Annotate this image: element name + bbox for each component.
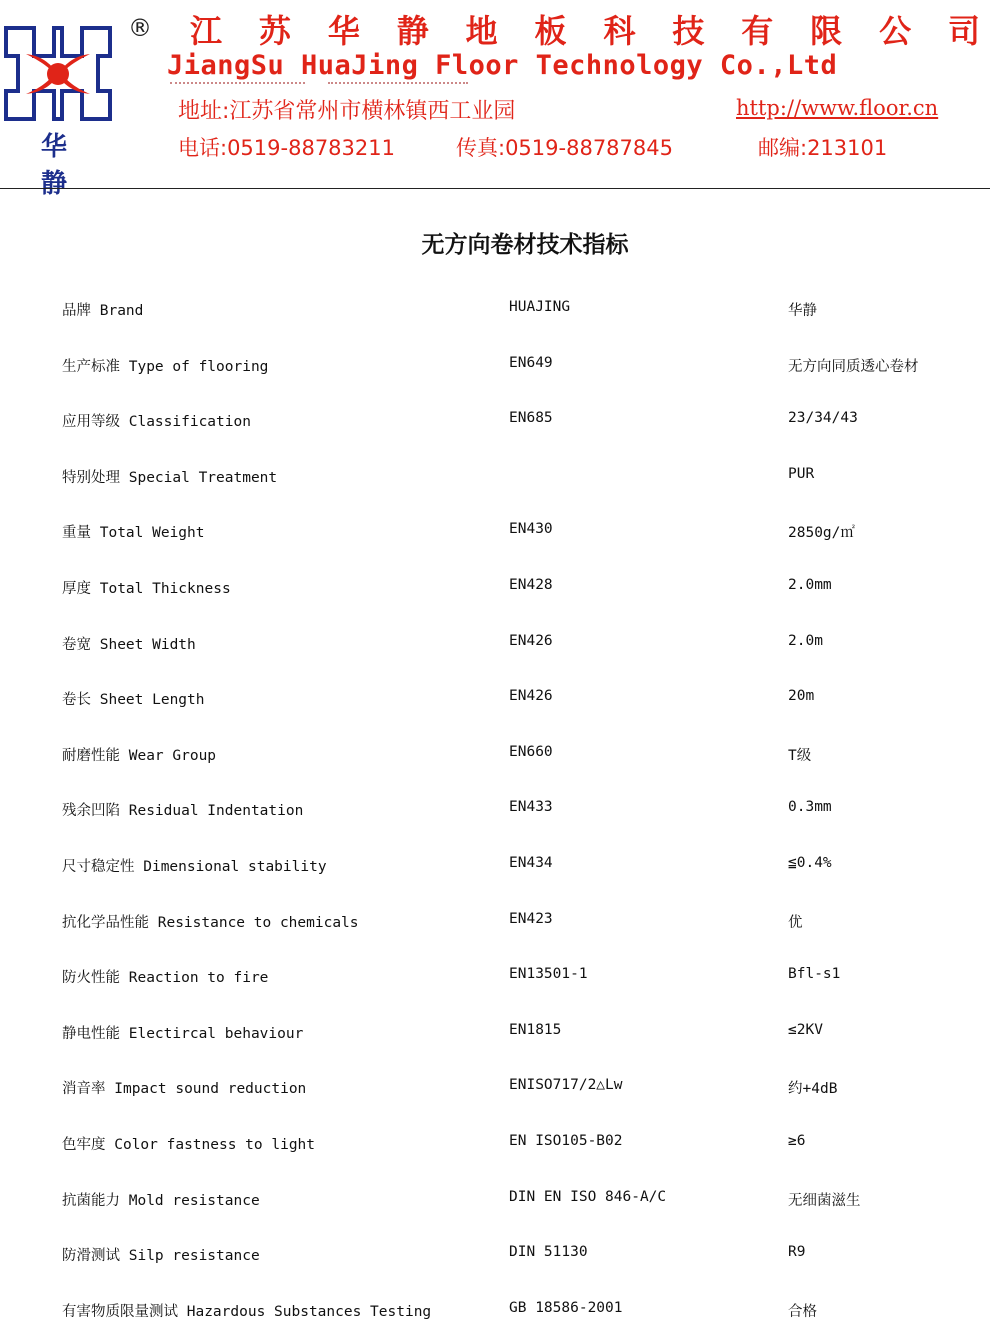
spec-row (0, 669, 990, 725)
spec-standard: EN433 (509, 799, 553, 816)
spec-standard: EN434 (509, 854, 553, 871)
spec-row (0, 614, 990, 670)
logo-wordmark: 华静 (40, 132, 89, 199)
spec-row (0, 391, 990, 447)
dotted-underline (170, 82, 305, 84)
spec-row (0, 947, 990, 1003)
spec-value: 2.0m (788, 632, 823, 649)
spec-label: 卷长 Sheet Length (62, 692, 205, 709)
spec-table (0, 280, 990, 1336)
spec-label: 静电性能 Electircal behaviour (62, 1025, 304, 1042)
spec-standard: EN ISO105-B02 (509, 1132, 623, 1149)
spec-standard: DIN EN ISO 846-A/C (509, 1188, 667, 1205)
spec-row (0, 1003, 990, 1059)
spec-value: 2.0mm (788, 576, 832, 593)
company-name-char: 江 (190, 12, 223, 50)
spec-value: T级 (788, 747, 812, 764)
company-name-char: 苏 (258, 12, 291, 50)
company-name-english: JiangSu HuaJing Floor Technology Co.,Ltd (167, 50, 838, 81)
spec-row (0, 502, 990, 558)
spec-row (0, 336, 990, 392)
spec-value: 无方向同质透心卷材 (788, 358, 919, 375)
spec-standard: EN685 (509, 410, 553, 427)
spec-row (0, 558, 990, 614)
document-title: 无方向卷材技术指标 (421, 232, 629, 258)
spec-standard: EN430 (509, 521, 553, 538)
spec-row (0, 447, 990, 503)
company-address: 地址:江苏省常州市横林镇西工业园 (178, 99, 516, 124)
spec-value: 华静 (788, 303, 817, 319)
company-name-char: 静 (396, 12, 429, 50)
spec-row (0, 1114, 990, 1170)
spec-value: 优 (788, 914, 803, 931)
company-name-char: 技 (672, 12, 705, 50)
spec-label: 特别处理 Special Treatment (62, 469, 278, 486)
spec-standard: EN1815 (509, 1021, 562, 1038)
company-name-char: 科 (603, 12, 636, 50)
company-name-char: 地 (465, 12, 498, 50)
spec-label: 防滑测试 Silp resistance (62, 1248, 260, 1265)
letterhead (0, 0, 990, 199)
spec-standard: EN423 (509, 910, 553, 927)
spec-row (0, 280, 990, 336)
spec-value: ≥6 (788, 1132, 806, 1149)
company-name-char: 有 (741, 12, 774, 50)
spec-standard: EN428 (509, 576, 553, 593)
spec-value: ≤2KV (788, 1021, 823, 1038)
spec-standard: EN426 (509, 632, 553, 649)
spec-value: 23/34/43 (788, 410, 858, 427)
spec-row (0, 1281, 990, 1336)
spec-row (0, 1058, 990, 1114)
registered-mark: ® (128, 14, 152, 42)
spec-standard: DIN 51130 (509, 1244, 588, 1261)
spec-label: 耐磨性能 Wear Group (62, 747, 217, 764)
spec-row (0, 892, 990, 948)
company-phone: 电话:0519-88783211 (178, 136, 395, 160)
company-name-char: 司 (947, 12, 980, 50)
company-zip: 邮编:213101 (758, 136, 888, 160)
spec-label: 防火性能 Reaction to fire (62, 970, 269, 987)
spec-value: ≦0.4% (788, 854, 832, 871)
spec-row (0, 725, 990, 781)
spec-label: 残余凹陷 Residual Indentation (62, 803, 304, 820)
spec-value: 20m (788, 688, 815, 705)
spec-value: R9 (788, 1244, 806, 1261)
spec-value: Bfl-s1 (788, 966, 841, 983)
company-name-char: 限 (810, 12, 843, 50)
company-name-char: 公 (879, 12, 912, 50)
company-name-chinese (190, 6, 980, 52)
header-divider (0, 188, 990, 189)
huajing-logo-icon (4, 26, 112, 121)
spec-label: 抗菌能力 Mold resistance (62, 1192, 260, 1209)
spec-standard: EN660 (509, 743, 553, 760)
company-name-char: 华 (327, 12, 360, 50)
spec-label: 卷宽 Sheet Width (62, 636, 196, 653)
spec-label: 应用等级 Classification (62, 414, 251, 431)
spec-value: 2850g/㎡ (788, 525, 855, 542)
spec-value: 0.3mm (788, 799, 832, 816)
spec-label: 消音率 Impact sound reduction (62, 1081, 307, 1098)
spec-label: 品牌 Brand (62, 303, 144, 319)
spec-label: 尺寸稳定性 Dimensional stability (62, 858, 327, 875)
website-link[interactable]: http://www.floor.cn (736, 96, 939, 120)
spec-label: 色牢度 Color fastness to light (62, 1136, 316, 1153)
spec-standard: EN426 (509, 688, 553, 705)
spec-label: 有害物质限量测试 Hazardous Substances Testing (62, 1303, 432, 1320)
spec-label: 生产标准 Type of flooring (62, 358, 269, 375)
company-name-char: 板 (534, 12, 567, 50)
spec-value: PUR (788, 465, 815, 482)
spec-label: 厚度 Total Thickness (62, 580, 231, 597)
spec-standard: GB 18586-2001 (509, 1299, 623, 1316)
company-logo (4, 26, 112, 199)
spec-value: 无细菌滋生 (788, 1192, 861, 1209)
spec-label: 抗化学品性能 Resistance to chemicals (62, 914, 359, 931)
spec-label: 重量 Total Weight (62, 525, 205, 542)
spec-value: 合格 (788, 1303, 817, 1320)
spec-row (0, 780, 990, 836)
spec-value: 约+4dB (788, 1081, 838, 1098)
company-fax: 传真:0519-88787845 (456, 136, 673, 160)
dotted-underline (328, 82, 468, 84)
spec-standard: EN649 (509, 354, 553, 371)
spec-standard: ENISO717/2△Lw (509, 1077, 623, 1094)
spec-row (0, 1170, 990, 1226)
spec-row (0, 1225, 990, 1281)
spec-standard: HUAJING (509, 299, 571, 315)
spec-standard: EN13501-1 (509, 966, 588, 983)
spec-row (0, 836, 990, 892)
